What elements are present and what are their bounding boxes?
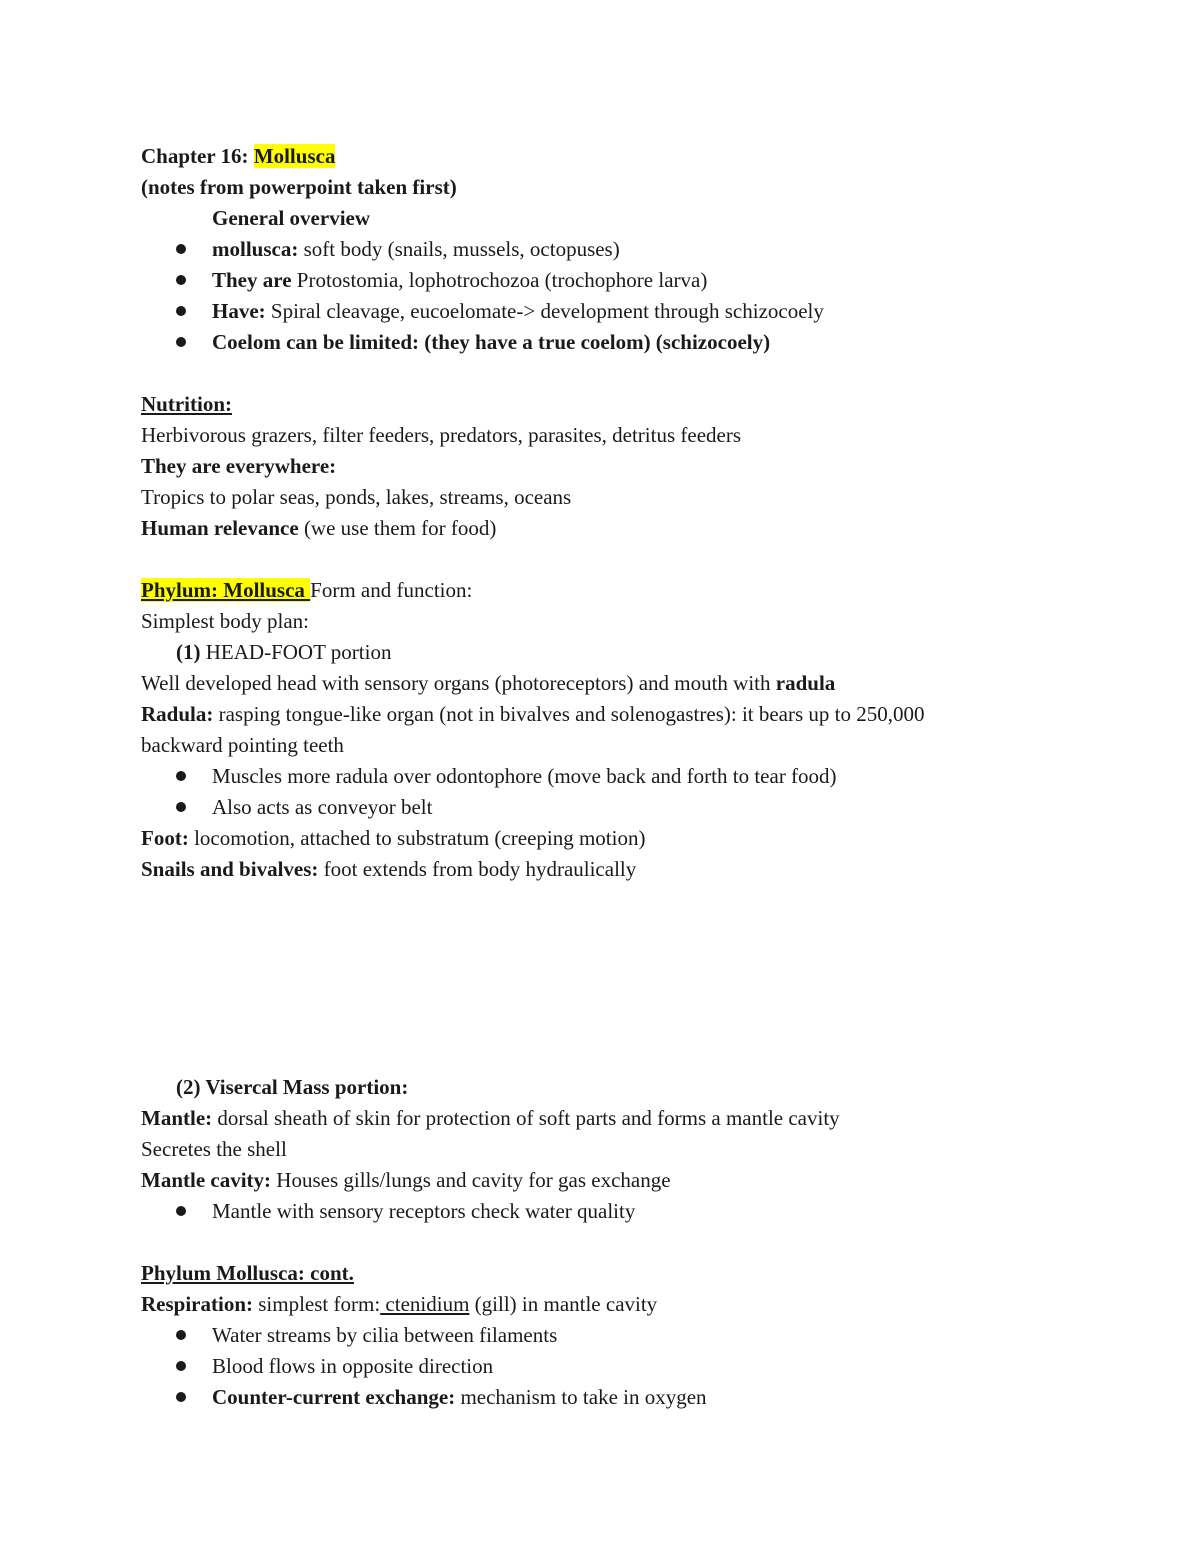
- list-item: Have: Spiral cleavage, eucoelomate-> development through schizocoely: [212, 299, 824, 323]
- snails-text: Snails and bivalves: foot extends from body hydraulically: [141, 857, 637, 881]
- bullet-icon: [176, 275, 186, 285]
- list-item: mollusca: soft body (snails, mussels, octopuses): [212, 237, 620, 261]
- list-item: Water streams by cilia between filaments: [212, 1323, 558, 1347]
- bullet-icon: [176, 337, 186, 347]
- secretes-text: Secretes the shell: [141, 1137, 287, 1161]
- human-relevance: Human relevance (we use them for food): [141, 516, 497, 540]
- cont-heading: Phylum Mollusca: cont.: [141, 1261, 354, 1285]
- respiration-text: Respiration: simplest form: ctenidium (gill) in mantle cavity: [141, 1292, 658, 1316]
- phylum-heading: Phylum: Mollusca Form and function:: [141, 578, 473, 602]
- head-text: Well developed head with sensory organs (photoreceptors) and mouth with radula: [141, 671, 836, 695]
- bullet-icon: [176, 306, 186, 316]
- bullet-icon: [176, 1206, 186, 1216]
- visceral-heading: (2) Visercal Mass portion:: [176, 1075, 409, 1099]
- list-item: Counter-current exchange: mechanism to take in oxygen: [212, 1385, 707, 1409]
- bullet-icon: [176, 1330, 186, 1340]
- highlight-phylum: Phylum: Mollusca: [141, 578, 311, 602]
- notes-subtitle: (notes from powerpoint taken first): [141, 175, 457, 199]
- bullet-icon: [176, 771, 186, 781]
- mantle-text: Mantle: dorsal sheath of skin for protection of soft parts and forms a mantle cavity: [141, 1106, 840, 1130]
- everywhere-heading: They are everywhere:: [141, 454, 337, 478]
- radula-text-cont: backward pointing teeth: [141, 733, 344, 757]
- everywhere-text: Tropics to polar seas, ponds, lakes, streams, oceans: [141, 485, 572, 509]
- bullet-icon: [176, 244, 186, 254]
- list-item: Mantle with sensory receptors check water quality: [212, 1199, 636, 1223]
- list-item: Coelom can be limited: (they have a true coelom) (schizocoely): [212, 330, 771, 354]
- bullet-icon: [176, 802, 186, 812]
- bullet-icon: [176, 1361, 186, 1371]
- highlight-mollusca: Mollusca: [253, 144, 336, 168]
- nutrition-text: Herbivorous grazers, filter feeders, predators, parasites, detritus feeders: [141, 423, 741, 447]
- bullet-icon: [176, 1392, 186, 1402]
- mantle-cavity-text: Mantle cavity: Houses gills/lungs and cavity for gas exchange: [141, 1168, 671, 1192]
- general-overview-heading: General overview: [212, 206, 371, 230]
- list-item: Blood flows in opposite direction: [212, 1354, 494, 1378]
- list-item: Muscles more radula over odontophore (move back and forth to tear food): [212, 764, 837, 788]
- list-item: They are Protostomia, lophotrochozoa (trochophore larva): [212, 268, 708, 292]
- nutrition-heading: Nutrition:: [141, 392, 232, 416]
- chapter-title: Chapter 16: Mollusca: [141, 144, 336, 168]
- radula-text: Radula: rasping tongue-like organ (not in bivalves and solenogastres): it bears up to 250,000: [141, 702, 925, 726]
- list-item: Also acts as conveyor belt: [212, 795, 433, 819]
- head-foot-heading: (1) HEAD-FOOT portion: [176, 640, 392, 664]
- simplest-body-plan: Simplest body plan:: [141, 609, 309, 633]
- foot-text: Foot: locomotion, attached to substratum (creeping motion): [141, 826, 646, 850]
